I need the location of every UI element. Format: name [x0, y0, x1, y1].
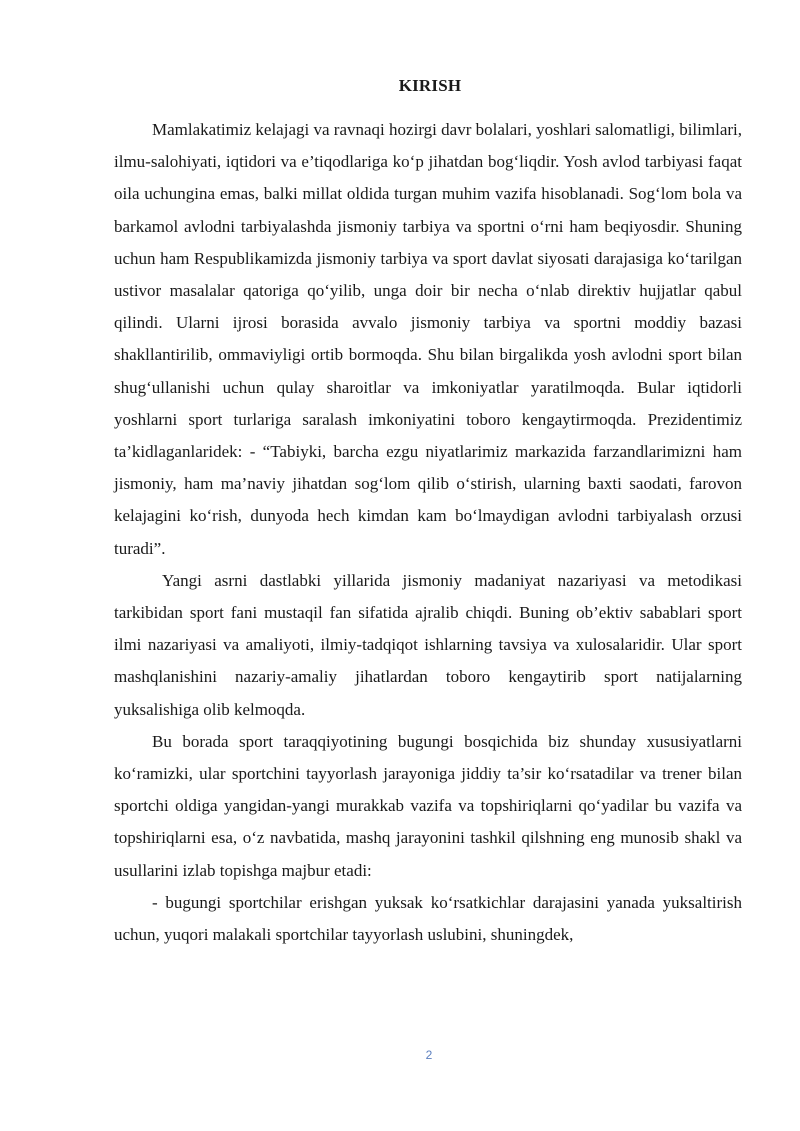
page-number: 2 — [425, 1048, 433, 1062]
paragraph-sport-science: Yangi asrni dastlabki yillarida jismoniy madaniyat nazariyasi va metodikasi tarkibidan sport fani mustaqil fan sifatida ajralib chiqdi. Buning ob’ektiv sabablari sport ilmi nazariyasi va amaliyoti, ilmiy-tadqiqot ishlarning tavsiya va xulosalaridir. Ular sport mashqlanishini nazariy-amaliy jihatlardan toboro kengaytirib sport natijalarning yuksalishiga olib kelmoqda. — [114, 570, 742, 719]
section-heading: KIRISH — [398, 76, 462, 95]
paragraph-intro: Mamlakatimiz kelajagi va ravnaqi hozirgi davr bolalari, yoshlari salomatligi, bilimlari, ilmu-salohiyati, iqtidori va e’tiqodlariga ko‘p jihatdan bog‘liqdir. Yosh avlod tarbiyasi faqat oila uchungina emas, balki millat oldida turgan muhim vazifa hisoblanadi. Sog‘lom bola va barkamol avlodni tarbiyalashda jismoniy tarbiya va sportni o‘rni ham beqiyosdir. Shuning uchun ham Respublikamizda jismoniy tarbiya va sport davlat siyosati darajasiga ko‘tarilgan ustivor masalalar qatoriga qo‘yilib, unga doir bir necha o‘nlab direktiv hujjatlar qabul qilindi. Ularni ijrosi borasida avvalo jismoniy tarbiya va sportni moddiy bazasi shakllantirilib, ommaviyligi ortib bormoqda. Shu bilan birgalikda yosh avlodni sport bilan shug‘ullanishi uchun qulay sharoitlar va imkoniyatlar yaratilmoqda. Bular iqtidorli yoshlarni sport turlariga saralash imkoniyatini toboro kengaytirmoqda. Prezidentimiz ta’kidlaganlaridek: - “Tabiyki, barcha ezgu niyatlarimiz markazida farzandlarimizni ham jismoniy, ham ma’naviy jihatdan sog‘lom qilib o‘stirish, ularning baxti saodati, farovon kelajagini ko‘rish, dunyoda hech kimdan kam bo‘lmaydigan avlodni tarbiyalash orzusi turadi”. — [114, 120, 742, 558]
list-item-first: - bugungi sportchilar erishgan yuksak ko‘rsatkichlar darajasini yanada yuksaltirish uchun, yuqori malakali sportchilar tayyorlash uslubini, shuningdek, — [114, 892, 742, 945]
body-text — [114, 114, 742, 951]
paragraph-features: Bu borada sport taraqqiyotining bugungi bosqichida biz shunday xususiyatlarni ko‘ramizki, ular sportchini tayyorlash jarayoniga jiddiy ta’sir ko‘rsatadilar va trener bilan sportchi oldiga yangidan-yangi murakkab vazifa va topshiriqlarni qo‘yadilar bu vazifa va topshiriqlarni esa, o‘z navbatida, mashq jarayonini tashkil qilshning eng munosib shakl va usullarini izlab topishga majbur etadi: — [114, 731, 742, 880]
